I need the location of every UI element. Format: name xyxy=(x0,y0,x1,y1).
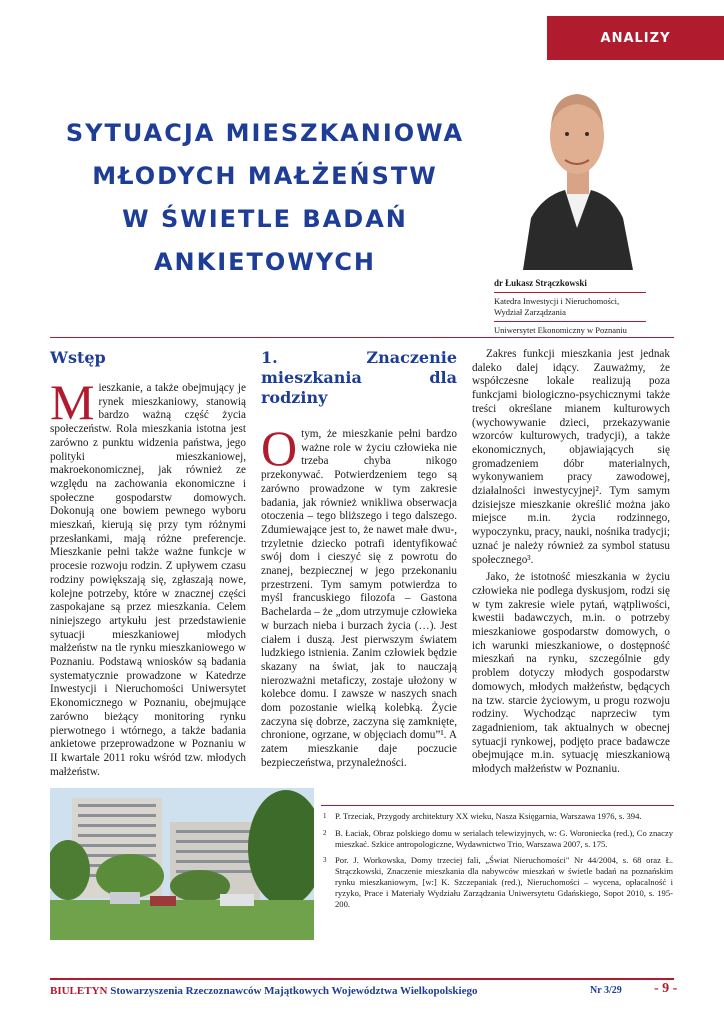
title-line: ANKIETOWYCH xyxy=(153,248,377,276)
title-line: MŁODYCH MAŁŻEŃSTW xyxy=(92,162,438,190)
footnotes xyxy=(323,811,673,915)
dropcap: M xyxy=(50,374,95,430)
footer-brand: BIULETYN xyxy=(50,985,108,997)
author-dept: Katedra Inwestycji i Nieruchomości, xyxy=(494,296,620,306)
page-footer xyxy=(50,985,674,997)
title-line: SYTUACJA MIESZKANIOWA xyxy=(65,119,465,147)
divider xyxy=(50,978,674,980)
author-name: dr Łukasz Strączkowski xyxy=(494,278,587,288)
section-heading: Wstęp xyxy=(50,348,106,367)
footnote-text: B. Łaciak, Obraz polskiego domu w serialach telewizyjnych, w: G. Woroniecka (red.), Co znaczy mieszkać. Szkice antropologiczne, Wydawnictwo Trio, Warszawa 2007, s. 175. xyxy=(335,827,673,849)
article-title xyxy=(50,112,480,284)
divider xyxy=(494,321,646,322)
author-university: Uniwersytet Ekonomiczny w Poznaniu xyxy=(494,325,627,335)
paragraph-text: tym, że mieszkanie pełni bardzo ważne role w życiu człowieka nie trzeba chyba nikogo przekonywać. Potwierdzeniem tego są zarówno prowadzone w tym zakresie badania, jak również wnikliwa obserwacja otoczenia – tego bliższego i tego dalszego. Zdumiewające jest to, że nawet małe dwu-, trzyletnie dziecko potrafi identyfikować swój dom i cieszyć się z powrotu do znanej, bezpiecznej w jego przekonaniu przestrzeni. Tym samym potwierdza to myśl francuskiego filozofa – Gastona Bachelarda – że „dom utrzymuje człowieka w burzach nieba i burzach życia (…). Jest ciałem i duszą. Jest pierwszym światem ludzkiego istnienia. Zanim człowiek będzie skazany na świat, jak to nauczają nierozważni metaficzy, zostaje ułożony w kolebce domu. I zawsze w naszych snach dom pozostanie wielką kolebką. Życie zaczyna się dobrze, zaczyna się zamknięte, chronione, ogrzane, w objęciach domu”¹. A zatem mieszkanie daje poczucie bezpieczeństwa, przynależności. xyxy=(261,428,457,769)
footnote xyxy=(323,828,673,850)
footnote xyxy=(323,855,673,909)
paragraph-text: ieszkanie, a także obejmujący je rynek mieszkaniowy, stanowią bardzo ważną część życia społeczeństw. Rola mieszkania istotna jest zarówno z punktu widzenia państwa, jego polityki mieszkaniowej, makroekonomicznej, jak również ze względu na zachowania ekonomiczne i społeczne gospodarstw domowych. Dokonują one bowiem pewnego wyboru mieszkań, kierują się przy tym różnymi przesłankami, mają różne preferencje. Mieszkanie pełni także ważne funkcje w procesie rozwoju rodzin. Z upływem czasu rodziny powiększają się, zgłaszają nowe, kolejne potrzeby, które w znacznej części zaspokajane są przez mieszkania. Celem niniejszego artykułu jest przedstawienie sytuacji mieszkaniowej młodych małżeństw na tle rynku mieszkaniowego w Poznaniu. Podstawą wniosków są badania systematycznie prowadzone w Katedrze Inwestycji i Nieruchomości Uniwersytet Ekonomicznego w Poznaniu, obejmujące zarówno bieżący monitoring rynku pierwotnego i wtórnego, a także badania ankietowe przeprowadzone w Poznaniu w II kwartale 2011 roku wśród tzw. młodych małżeństw. xyxy=(50,382,246,778)
footnote-number: 1 xyxy=(323,812,327,820)
footer-org: Stowarzyszenia Rzeczoznawców Majątkowych Województwa Wielkopolskiego xyxy=(110,985,478,997)
section-tag: ANALIZY xyxy=(547,16,724,60)
issue-number: Nr 3/29 xyxy=(590,985,622,996)
paragraph xyxy=(50,374,246,779)
column-intro xyxy=(50,348,246,779)
divider xyxy=(50,337,674,338)
title-line: W ŚWIETLE BADAŃ xyxy=(122,205,408,233)
paragraph: Jako, że istotność mieszkania w życiu człowieka nie podlega dyskusjom, rodzi się w tym zakresie wiele pytań, wątpliwości, kwestii badawczych, m.in. o potrzeby mieszkaniowe gospodarstw domowych, o ich warunki mieszkaniowe, o dostępność mieszkań na rynku, szczególnie gdy problem dotyczy młodych gospodarstw domowych, młodych małżeństw, będących na tzw. starcie życiowym, u progu rozwoju rodziny. Wychodząc naprzeciw tym zagadnieniom, tak aktualnych w obecnej sytuacji rynkowej, podjęto prace badawcze obejmujące m.in. sytuację mieszkaniową młodych małżeństw w Poznaniu. xyxy=(472,571,670,776)
column-3 xyxy=(472,348,670,777)
footnote-text: P. Trzeciak, Przygody architektury XX wieku, Nasza Księgarnia, Warszawa 1976, s. 394. xyxy=(335,811,642,821)
dropcap: O xyxy=(261,420,298,476)
footnote xyxy=(323,811,673,822)
divider xyxy=(494,292,646,293)
divider xyxy=(321,805,674,806)
page-number: - 9 - xyxy=(654,981,678,996)
footnote-number: 3 xyxy=(323,856,327,865)
paragraph xyxy=(261,420,457,771)
author-block xyxy=(494,278,714,336)
footnote-number: 2 xyxy=(323,828,327,837)
author-faculty: Wydział Zarządzania xyxy=(494,307,566,317)
paragraph: Zakres funkcji mieszkania jest jednak daleko dalej idący. Zauważmy, że współczesne lokale realizują poza funkcjami biologiczno-psychicznymi także treści określane mianem kulturowych (wychowywanie dzieci, przekazywanie wzorców kulturowych, tradycji), a także ekonomicznych, objawiających się gromadzeniem dóbr materialnych, wykonywaniem pracy zawodowej, działalności inwestycyjnej². Tym samym dzisiejsze mieszkanie określić można jako miejsce m.in. życia rodzinnego, wypoczynku, pracy, nauki, nośnika tradycji; uznać je należy również za symbol statusu społecznego³. xyxy=(472,348,670,566)
column-section1 xyxy=(261,348,457,771)
author-portrait xyxy=(513,78,640,270)
housing-estate-photo xyxy=(50,788,314,940)
section-heading: 1. Znaczenie mieszkania dla rodziny xyxy=(261,348,457,407)
footnote-text: Por. J. Workowska, Domy trzeciej fali, „Świat Nieruchomości" Nr 44/2004, s. 68 oraz Ł. Strączkowski, Znaczenie mieszkania dla nabywców mieszkań w świetle badań na poznańskim rynku mieszkaniowym, [w:] K. Szczepaniak (red.), Nieruchomości – wycena, opłacalność i ryzyko, Prace i Materiały Wydziału Zarządzania Uniwersytetu Gdańskiego, Sopot 2010, s. 195-200. xyxy=(335,855,673,909)
